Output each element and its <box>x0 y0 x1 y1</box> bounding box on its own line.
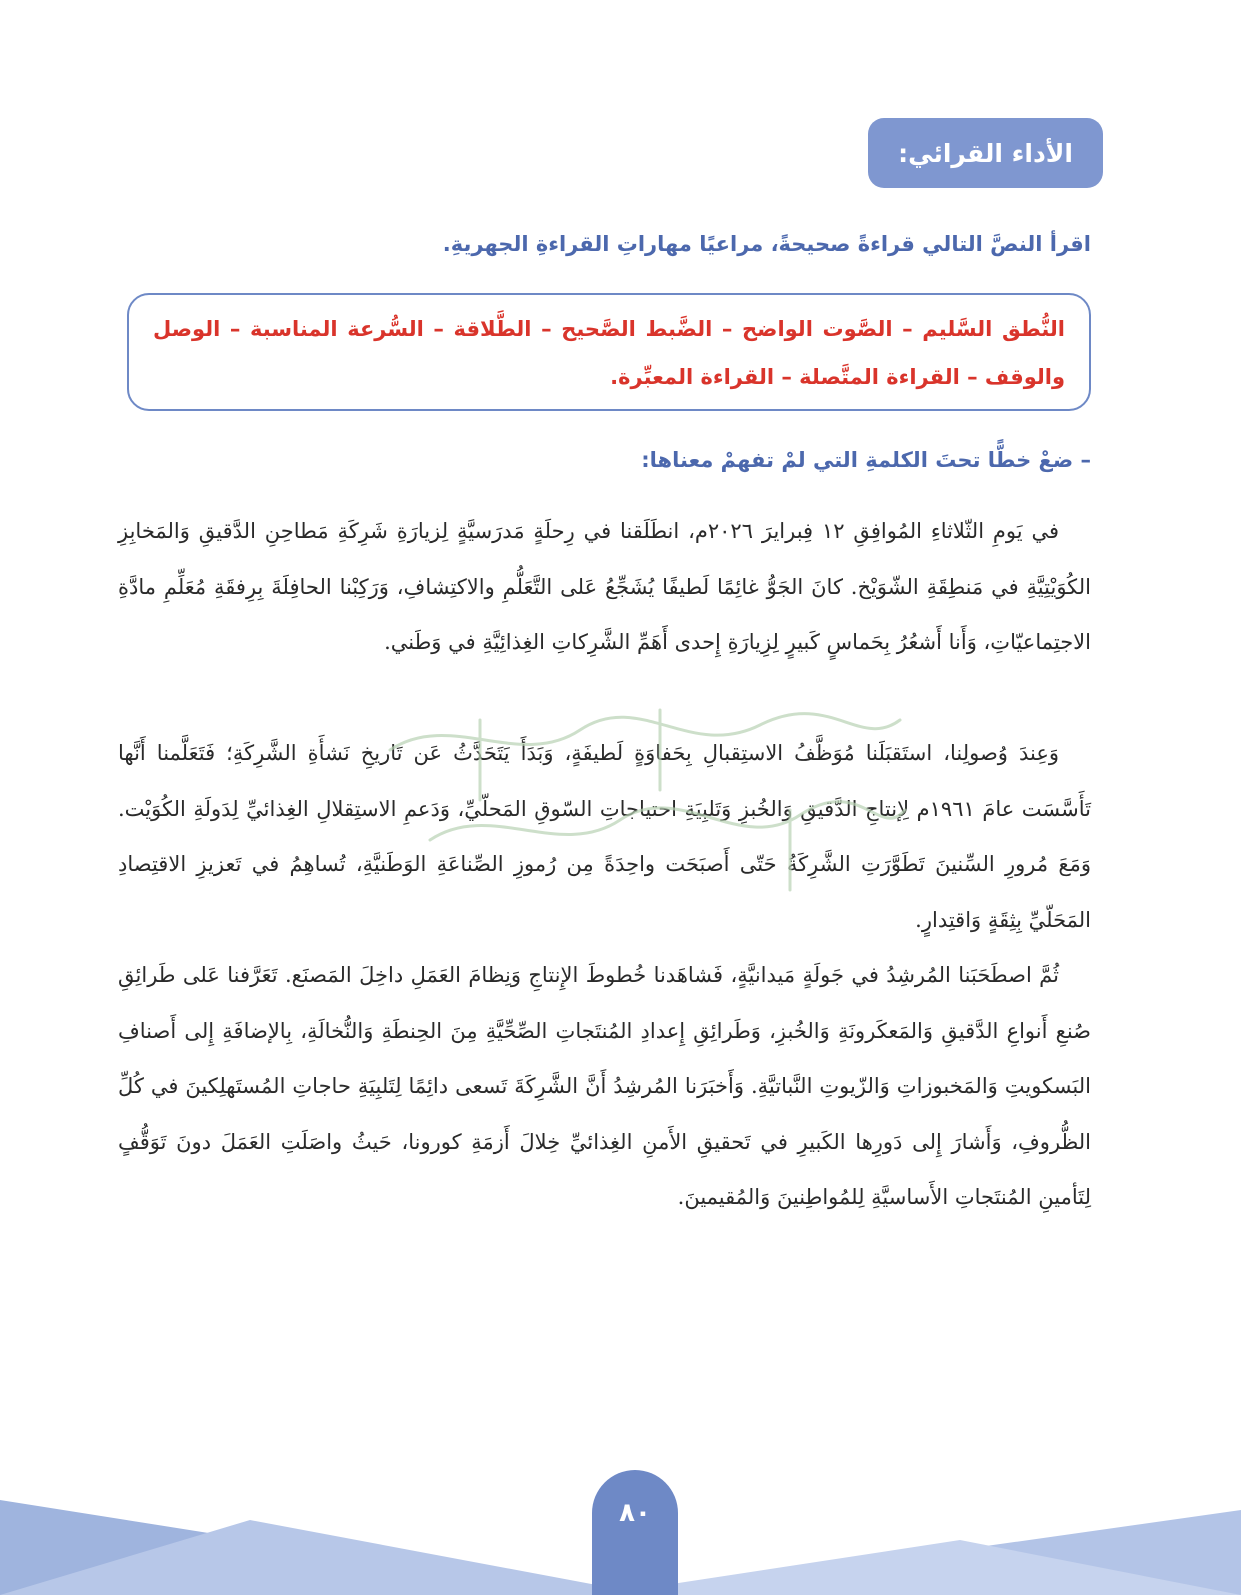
reading-instruction: اقرأ النصَّ التالي قراءةً صحيحةً، مراعيًا مهاراتِ القراءةِ الجهريةِ. <box>442 232 1091 256</box>
reading-skills-text: النُّطق السَّليم – الصَّوت الواضح – الضَّبط الصَّحيح – الطَّلاقة – السُّرعة المناسبة – الوصل والوقف – القراءة المتَّصلة – القراءة المعبِّرة. <box>153 317 1065 389</box>
task-instruction: – ضعْ خطًّا تحتَ الكلمةِ التي لمْ تفهمْ معناها: <box>641 448 1091 472</box>
reading-skills-box <box>127 293 1091 411</box>
body-paragraph-1: في يَومِ الثّلاثاءِ المُوافِقِ ١٢ فِبرايرَ ٢٠٢٦م، انطَلَقنا في رِحلَةٍ مَدرَسيَّةٍ لِزيارَةِ شَرِكَةِ مَطاحِنِ الدَّقيقِ وَالمَخابِزِ الكُوَيْتِيَّةِ في مَنطِقَةِ الشّوَيْخ. كانَ الجَوُّ غائِمًا لَطيفًا يُشَجِّعُ عَلى التَّعَلُّمِ والاكتِشافِ، وَرَكِبْنا الحافِلَةَ بِرِفقَةِ مُعَلِّمِ مادَّةِ الاجتِماعيّاتِ، وَأَنا أَشعُرُ بِحَماسٍ كَبيرٍ لِزِيارَةِ إِحدى أَهَمِّ الشَّرِكاتِ الغِذائِيَّةِ في وَطَني. <box>118 519 1091 654</box>
section-title-tab <box>868 118 1103 188</box>
section-title: الأداء القرائي: <box>898 138 1073 168</box>
body-paragraph-2: وَعِندَ وُصولِنا، استَقبَلَنا مُوَظَّفُ الاستِقبالِ بِحَفاوَةٍ لَطيفَةٍ، وَبَدَأَ يَتَحَدَّثُ عَن تَاريخِ نَشأَةِ الشَّرِكَةِ؛ فَتَعَلَّمنا أَنَّها تَأَسَّسَت عامَ ١٩٦١م لِإنتاجِ الدَّقيقِ وَالخُبزِ وَتَلبِيَةِ احتياجاتِ السّوقِ المَحلّيِّ، وَدَعمِ الاستِقلالِ الغِذائيِّ لِدَولَةِ الكُوَيْت. وَمَعَ مُرورِ السِّنينَ تَطَوَّرَتِ الشَّرِكَةُ حَتّى أَصبَحَت واحِدَةً مِن رُموزِ الصِّناعَةِ الوَطَنيَّةِ، تُساهِمُ في تَعزيزِ الاقتِصادِ المَحَلّيِّ بِثِقَةٍ وَاقتِدارٍ. <box>118 741 1091 932</box>
body-paragraph-3: ثُمَّ اصطَحَبَنا المُرشِدُ في جَولَةٍ مَيدانيَّةٍ، فَشاهَدنا خُطوطَ الإِنتاجِ وَنِظامَ العَمَلِ داخِلَ المَصنَع. تَعَرَّفنا عَلى طَرائِقِ صُنعِ أَنواعِ الدَّقيقِ وَالمَعكَرونَةِ وَالخُبزِ، وَطَرائِقِ إِعدادِ المُنتَجاتِ الصِّحِّيَّةِ مِنَ الحِنطَةِ وَالنُّخالَةِ، بِالإضافَةِ إِلى أَصنافِ البَسكويتِ وَالمَخبوزاتِ وَالزّيوتِ النَّباتيَّةِ. وَأَخبَرَنا المُرشِدُ أَنَّ الشَّرِكَةَ تَسعى دائِمًا لِتَلبِيَةِ حاجاتِ المُستَهلِكينَ في كُلِّ الظُّروفِ، وَأَشارَ إِلى دَورِها الكَبيرِ في تَحقيقِ الأَمنِ الغِذائيِّ خِلالَ أَزمَةِ كورونا، حَيثُ واصَلَتِ العَمَلَ دونَ تَوَقُّفٍ لِتَأمينِ المُنتَجاتِ الأَساسيَّةِ لِلمُواطِنينَ وَالمُقيمينَ. <box>118 963 1091 1209</box>
page-number: ٨٠ <box>619 1498 651 1528</box>
